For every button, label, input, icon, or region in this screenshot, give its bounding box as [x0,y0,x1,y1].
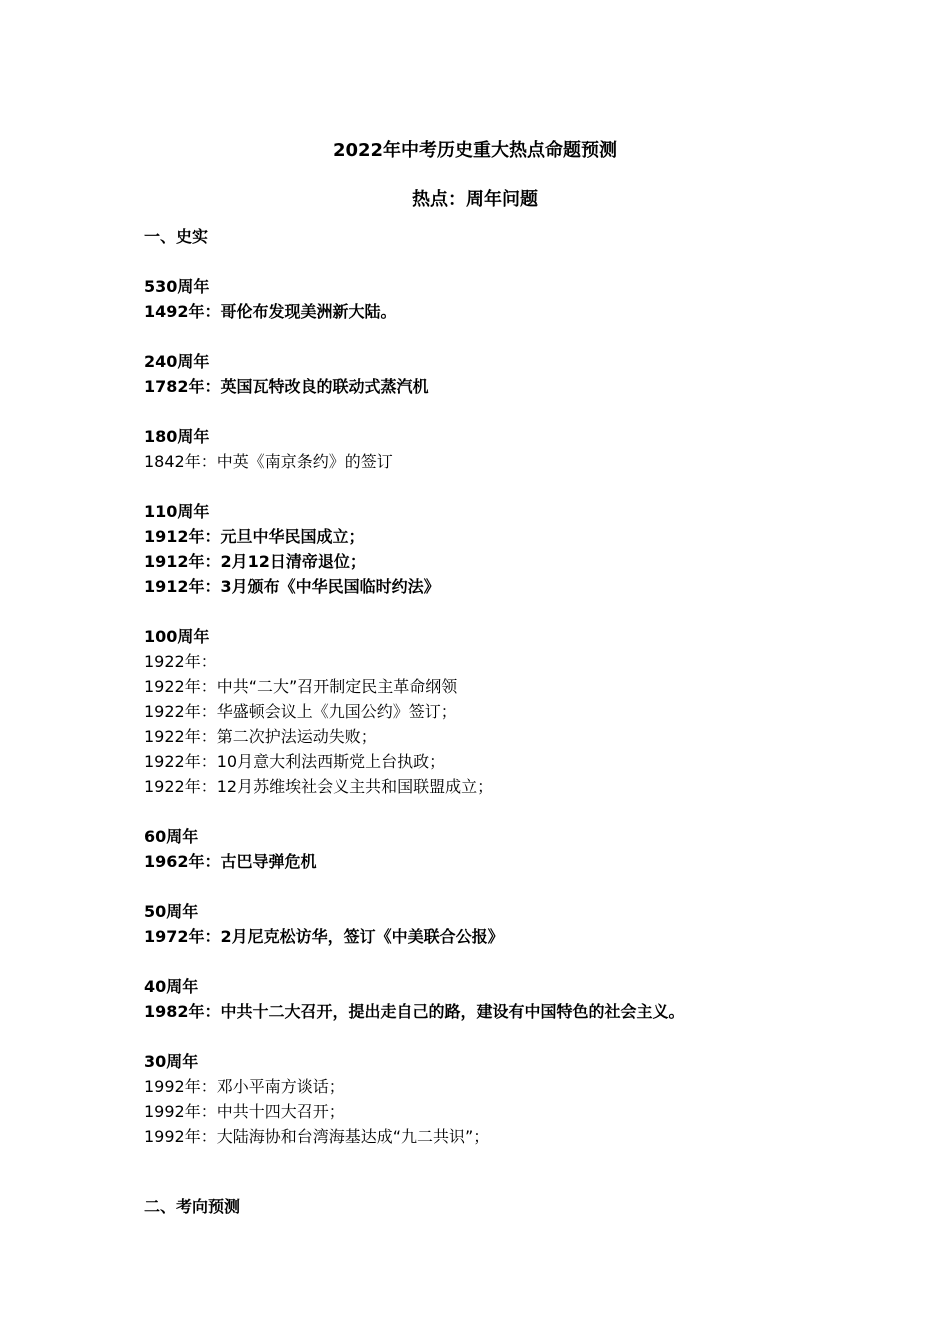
section-heading-history-facts: 一、史实 [144,227,209,246]
event-line: 1912年：2月12日清帝退位； [144,552,366,571]
event-line: 1992年：邓小平南方谈话； [144,1077,345,1096]
anniversary-group [144,1049,844,1149]
anniversary-heading: 530周年 [144,277,210,296]
event-line: 1922年：第二次护法运动失败； [144,727,377,746]
event-line: 1922年： [144,652,217,671]
anniversary-heading: 40周年 [144,977,199,996]
event-line: 1492年：哥伦布发现美洲新大陆。 [144,302,397,321]
anniversary-heading: 180周年 [144,427,210,446]
event-line: 1842年：中英《南京条约》的签订 [144,452,393,471]
anniversary-list [144,274,844,1174]
event-line: 1992年：大陆海协和台湾海基达成“九二共识”； [144,1127,490,1146]
anniversary-heading: 100周年 [144,627,210,646]
anniversary-heading: 240周年 [144,352,210,371]
anniversary-group [144,424,844,474]
event-line: 1922年：12月苏维埃社会义主共和国联盟成立； [144,777,494,796]
event-line: 1982年：中共十二大召开，提出走自己的路，建设有中国特色的社会主义。 [144,1002,685,1021]
anniversary-group [144,349,844,399]
document-subtitle: 热点：周年问题 [412,189,538,210]
anniversary-group [144,624,844,799]
event-line: 1992年：中共十四大召开； [144,1102,345,1121]
anniversary-heading: 110周年 [144,502,210,521]
section-heading-exam-forecast: 二、考向预测 [144,1197,241,1216]
anniversary-group [144,824,844,874]
anniversary-group [144,974,844,1024]
event-line: 1962年：古巴导弹危机 [144,852,317,871]
event-line: 1782年：英国瓦特改良的联动式蒸汽机 [144,377,429,396]
event-line: 1912年：3月颁布《中华民国临时约法》 [144,577,440,596]
anniversary-heading: 50周年 [144,902,199,921]
anniversary-group [144,274,844,324]
event-line: 1972年：2月尼克松访华，签订《中美联合公报》 [144,927,504,946]
event-line: 1922年：10月意大利法西斯党上台执政； [144,752,446,771]
anniversary-heading: 60周年 [144,827,199,846]
document-title: 2022年中考历史重大热点命题预测 [332,140,618,161]
anniversary-group [144,499,844,599]
event-line: 1922年：中共“二大”召开制定民主革命纲领 [144,677,458,696]
event-line: 1912年：元旦中华民国成立； [144,527,365,546]
anniversary-heading: 30周年 [144,1052,199,1071]
event-line: 1922年：华盛顿会议上《九国公约》签订； [144,702,457,721]
anniversary-group [144,899,844,949]
